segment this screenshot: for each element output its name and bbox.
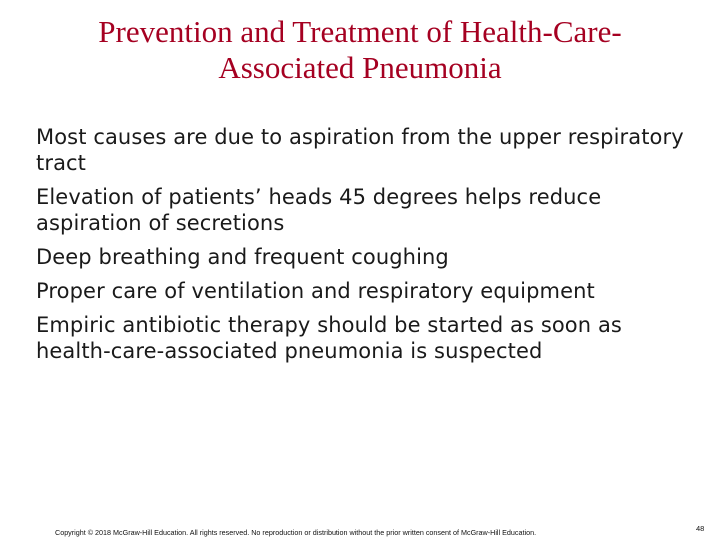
bullet-item: Empiric antibiotic therapy should be started as soon as health-care-associated pneumonia is suspected [36, 313, 622, 363]
copyright-footer: Copyright © 2018 McGraw-Hill Education. All rights reserved. No reproduction or distribution without the prior written consent of McGraw-Hill Education. [55, 528, 537, 537]
slide-title-line-1: Prevention and Treatment of Health-Care- [98, 14, 622, 49]
bullet-item: Proper care of ventilation and respiratory equipment [36, 279, 595, 303]
bullet-item: Most causes are due to aspiration from the upper respiratory tract [36, 125, 684, 175]
bullet-item: Elevation of patients’ heads 45 degrees helps reduce aspiration of secretions [36, 185, 602, 235]
page-number: 48 [696, 524, 705, 533]
slide-title-line-2: Associated Pneumonia [218, 50, 502, 85]
bullet-item: Deep breathing and frequent coughing [36, 245, 449, 269]
slide-title [0, 14, 720, 86]
bullet-list [36, 124, 696, 372]
